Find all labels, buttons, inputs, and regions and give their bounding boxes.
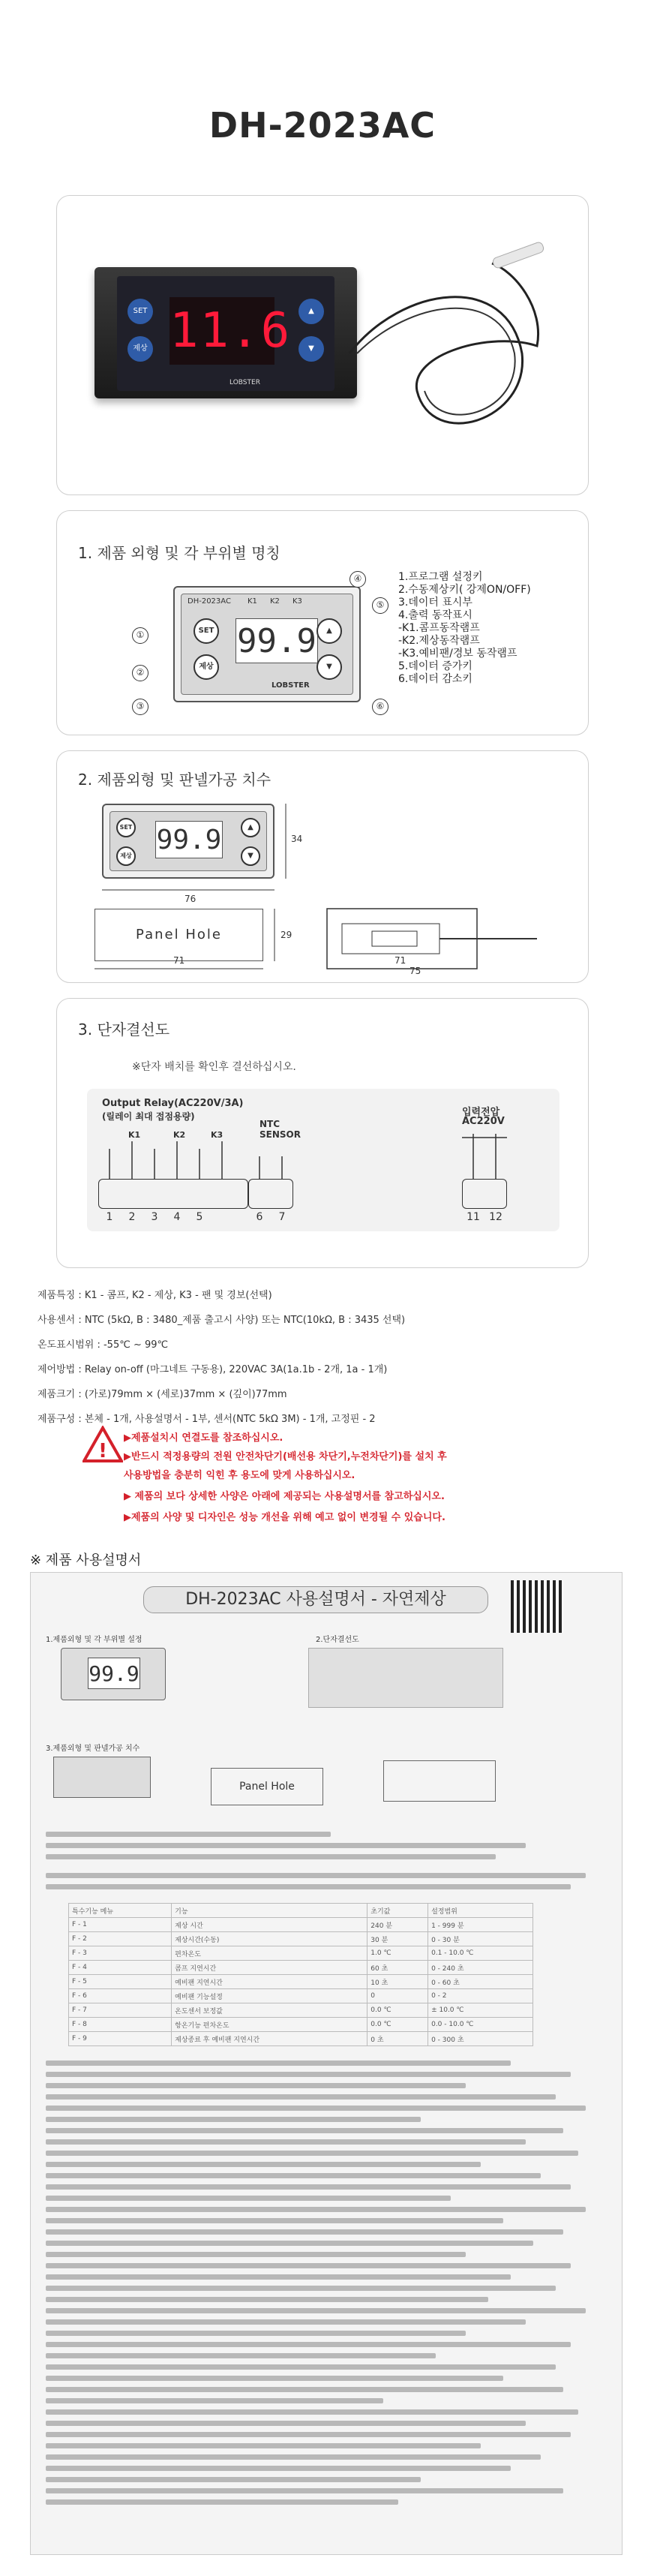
wiring-k1: K1 (128, 1130, 141, 1140)
side-total: 75 (410, 966, 422, 976)
diagram-brand: LOBSTER (272, 681, 310, 690)
terminal-diagram (87, 1089, 560, 1231)
dim-height: 34 (291, 834, 303, 844)
callout-6: ⑥ (372, 699, 388, 715)
warning-icon (82, 1426, 123, 1463)
table-row: F - 1 제상 시간 240 분 1 - 999 분 (69, 1918, 533, 1932)
callout-4: ④ (350, 571, 366, 588)
manual-wiring (308, 1648, 503, 1708)
legend-2: 2.수동제상키( 강제ON/OFF) (398, 584, 531, 596)
legend-8: 5.데이터 증가키 (398, 660, 472, 672)
parts-card (56, 510, 589, 735)
manual-text-line (46, 2139, 526, 2145)
svg-text:!: ! (98, 1440, 107, 1462)
set-key: SET (194, 618, 219, 644)
manual-section1: 1.제품외형 및 각 부위별 설정 (46, 1636, 142, 1644)
manual-text-line (46, 2263, 571, 2268)
manual-text-line (46, 2477, 421, 2482)
manual-controller (61, 1648, 166, 1700)
callout-5: ⑤ (372, 597, 388, 614)
defrost-key: 제상 (194, 654, 219, 680)
th-range: 설정범위 (428, 1904, 533, 1918)
wiring-k3: K3 (211, 1130, 224, 1140)
product-photo-card (56, 195, 589, 495)
manual-text-line (46, 2387, 563, 2392)
manual-text-line (46, 2184, 571, 2190)
relay-sub: (릴레이 최대 접점용량) (102, 1111, 195, 1122)
qr-code (511, 1580, 563, 1633)
power-label: 입력전압 (462, 1107, 500, 1118)
manual-text-line (46, 2072, 571, 2077)
diagram-controller (173, 586, 361, 702)
set-button-photo: SET (128, 299, 153, 324)
spec-1: 제품특징 : K1 - 콤프, K2 - 제상, K3 - 팬 및 경보(선택) (38, 1290, 272, 1301)
legend-4: 4.출력 동작표시 (398, 609, 472, 621)
dimensions-card (56, 750, 589, 983)
warning-4: ▶ 제품의 보다 상세한 사양은 아래에 제공되는 사용설명서를 참고하십시오. (124, 1491, 445, 1502)
up-button-photo: ▲ (298, 299, 324, 324)
legend-1: 1.프로그램 설정키 (398, 571, 483, 583)
warning-3: 사용방법을 충분히 익힌 후 용도에 맞게 사용하십시오. (124, 1470, 356, 1481)
manual-section2: 2.단자결선도 (316, 1636, 359, 1644)
legend-9: 6.데이터 감소키 (398, 673, 472, 685)
manual-text-line (46, 2432, 571, 2437)
th-default: 초기값 (368, 1904, 428, 1918)
manual-dim-controller (53, 1757, 151, 1798)
manual-text-line (46, 2308, 586, 2313)
wiring-k2: K2 (173, 1130, 186, 1140)
manual-side-view (383, 1760, 496, 1802)
manual-text-line (46, 2229, 563, 2235)
panel-hole: Panel Hole (94, 909, 263, 961)
manual-text-line (46, 2409, 578, 2415)
th-menu: 특수기능 메뉴 (69, 1904, 172, 1918)
callout-3: ③ (132, 699, 148, 715)
terminal-4: 4 (173, 1211, 181, 1223)
manual-title: DH-2023AC 사용설명서 - 자연제상 (143, 1586, 488, 1613)
power-value: AC220V (462, 1116, 505, 1127)
dim-display: 99.9 (155, 821, 223, 858)
warning-2: ▶반드시 적정용량의 전원 안전차단기(배선용 차단기,누전차단기)를 설치 후 (124, 1451, 447, 1462)
led-display: 11.6 (170, 297, 274, 365)
manual-text-line (46, 2286, 556, 2291)
manual-image (30, 1572, 622, 2555)
table-row: F - 7 온도센서 보정값 0.0 ℃ ± 10.0 ℃ (69, 2003, 533, 2018)
dim-set-key: SET (116, 818, 136, 837)
manual-text-line (46, 2342, 571, 2347)
terminal-11: 11 (466, 1211, 480, 1223)
manual-text-line (46, 2252, 466, 2257)
manual-text-line (46, 2173, 541, 2178)
function-table (68, 1903, 533, 2046)
relay-label: Output Relay(AC220V/3A) (102, 1098, 244, 1109)
manual-text-line (46, 2454, 541, 2460)
legend-6: -K2.제상동작램프 (398, 635, 480, 647)
spec-4: 제어방법 : Relay on-off (마그네트 구동용), 220VAC 3A(1a.1b - 2개, 1a - 1개) (38, 1364, 388, 1375)
sensor-cable (342, 241, 567, 466)
manual-heading: ※ 제품 사용설명서 (30, 1553, 142, 1568)
spec-6: 제품구성 : 본체 - 1개, 사용설명서 - 1부, 센서(NTC 5kΩ 3M) - 1개, 고정핀 - 2 (38, 1414, 376, 1425)
wiring-card (56, 998, 589, 1268)
terminal-lines (87, 1089, 560, 1231)
defrost-button-photo: 제상 (128, 336, 153, 362)
manual-text-line (46, 2319, 526, 2325)
table-row: F - 2 제상시간(수동) 30 분 0 - 30 분 (69, 1932, 533, 1946)
manual-text-line (46, 2488, 563, 2493)
table-row: F - 5 예비팬 지연시간 10 초 0 - 60 초 (69, 1975, 533, 1989)
manual-text-line (46, 2398, 383, 2403)
terminal-3: 3 (151, 1211, 158, 1223)
warning-5: ▶제품의 사양 및 디자인은 성능 개선을 위해 예고 없이 변경될 수 있습니다. (124, 1512, 446, 1523)
manual-panel-hole: Panel Hole (211, 1768, 323, 1805)
manual-text-line (46, 2083, 466, 2088)
manual-text-line (46, 2106, 586, 2111)
controller-face (117, 276, 334, 391)
terminal-6: 6 (256, 1211, 263, 1223)
manual-text-line (46, 2207, 586, 2212)
manual-text-line (46, 2376, 503, 2381)
diagram-model: DH-2023AC (188, 597, 231, 606)
manual-text-line (46, 2241, 533, 2246)
section3-title: 3. 단자결선도 (78, 1020, 170, 1039)
manual-text-line (46, 2060, 511, 2066)
callout-1: ① (132, 627, 148, 644)
manual-display: 99.9 (88, 1658, 140, 1689)
manual-text-line (46, 2151, 578, 2156)
table-row: F - 4 콤프 지연시간 60 초 0 - 240 초 (69, 1961, 533, 1975)
dim-width: 76 (184, 894, 196, 904)
up-key: ▲ (316, 618, 342, 644)
sensor-label: NTC SENSOR (260, 1119, 301, 1140)
table-row: F - 9 제상종료 후 예비팬 지연시간 0 초 0 - 300 초 (69, 2032, 533, 2046)
k3-label: K3 (292, 597, 302, 606)
table-row: F - 6 예비팬 기능설정 0 0 - 2 (69, 1989, 533, 2003)
brand-photo: LOBSTER (230, 379, 260, 386)
manual-text-line (46, 2364, 556, 2370)
terminal-1: 1 (106, 1211, 113, 1223)
warning-1: ▶제품설치시 연결도를 참조하십시오. (124, 1432, 284, 1444)
k2-label: K2 (270, 597, 280, 606)
dim-defrost-key: 제상 (116, 846, 136, 866)
spec-5: 제품크기 : (가로)79mm × (세로)37mm × (깊이)77mm (38, 1389, 287, 1400)
manual-text-line (46, 2331, 466, 2336)
spec-3: 온도표시범위 : -55℃ ~ 99℃ (38, 1339, 169, 1351)
k1-label: K1 (248, 597, 257, 606)
terminal-5: 5 (196, 1211, 203, 1223)
manual-text-line (46, 2196, 451, 2201)
terminal-7: 7 (278, 1211, 286, 1223)
manual-text-line (46, 2162, 481, 2167)
diagram-display: 99.9 (236, 618, 318, 663)
manual-text-line (46, 2466, 511, 2471)
table-row: F - 3 편차온도 1.0 ℃ 0.1 - 10.0 ℃ (69, 1946, 533, 1961)
manual-text-line (46, 2128, 563, 2133)
hole-width: 71 (173, 955, 185, 966)
legend-3: 3.데이터 표시부 (398, 597, 472, 609)
page-title: DH-2023AC (208, 105, 436, 146)
table-row: F - 8 항온기능 편차온도 0.0 ℃ 0.0 - 10.0 ℃ (69, 2018, 533, 2032)
manual-text-line (46, 2117, 421, 2122)
legend-7: -K3.예비팬/경보 동작램프 (398, 648, 518, 660)
controller-photo (94, 267, 357, 398)
manual-text-line (46, 2094, 556, 2100)
manual-text-line (46, 2499, 398, 2505)
manual-text-line (46, 2443, 481, 2448)
section2-title: 2. 제품외형 및 판넬가공 치수 (78, 771, 272, 789)
dim-up-key: ▲ (241, 818, 260, 837)
manual-text-line (46, 2274, 511, 2280)
terminal-12: 12 (489, 1211, 502, 1223)
manual-text-line (46, 2218, 503, 2223)
th-func: 기능 (172, 1904, 368, 1918)
terminal-2: 2 (128, 1211, 136, 1223)
down-key: ▼ (316, 654, 342, 680)
side-width: 71 (394, 955, 406, 966)
legend-5: -K1.콤프동작램프 (398, 622, 480, 634)
section1-title: 1. 제품 외형 및 각 부위별 명칭 (78, 544, 280, 562)
dim-down-key: ▼ (241, 846, 260, 866)
manual-text-line (46, 2353, 436, 2358)
hole-height: 29 (280, 930, 292, 940)
spec-2: 사용센서 : NTC (5kΩ, B : 3480_제품 출고시 사양) 또는 NTC(10kΩ, B : 3435 선택) (38, 1315, 406, 1326)
callout-2: ② (132, 665, 148, 681)
wiring-note: ※단자 배치를 확인후 결선하십시오. (132, 1061, 296, 1073)
manual-text-line (46, 2297, 488, 2302)
down-button-photo: ▼ (298, 336, 324, 362)
manual-section3: 3.제품외형 및 판넬가공 치수 (46, 1745, 140, 1753)
manual-text-line (46, 2421, 526, 2426)
